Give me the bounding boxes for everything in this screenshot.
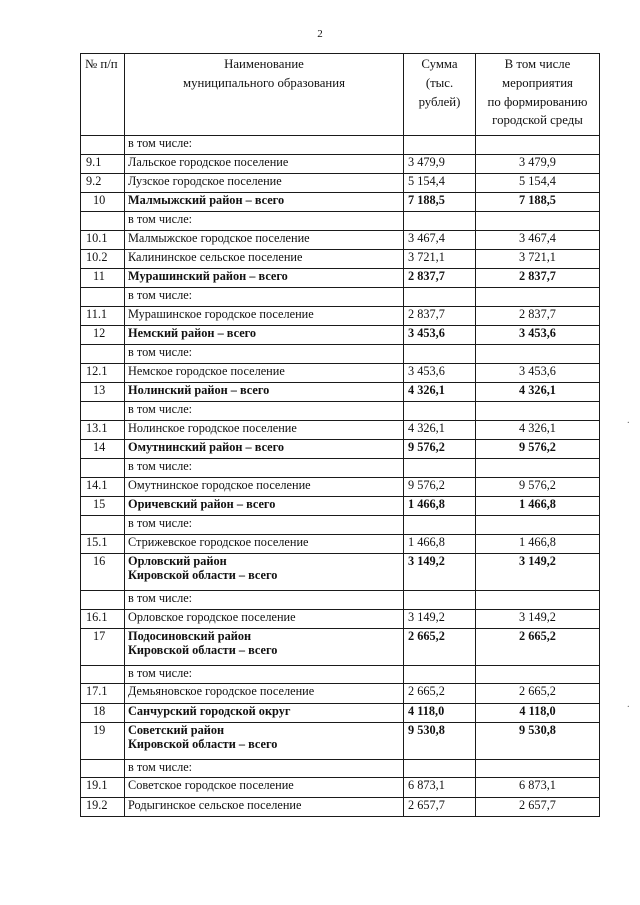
urban-environment-value: 3 453,6 bbox=[476, 363, 600, 382]
header-sum-line: (тыс. bbox=[425, 75, 454, 90]
including-row bbox=[81, 402, 600, 421]
sum-value: 3 149,2 bbox=[404, 553, 476, 590]
district-total-row bbox=[81, 703, 600, 722]
municipality-name-line: в том числе: bbox=[128, 665, 193, 680]
district-total-row bbox=[81, 497, 600, 516]
municipality-name bbox=[125, 459, 404, 478]
header-name-line: муниципального образования bbox=[182, 75, 346, 90]
municipality-name bbox=[125, 759, 404, 778]
municipality-name-line: Мурашинский район – всего bbox=[128, 269, 288, 284]
settlement-row bbox=[81, 306, 600, 325]
header-sum-line: рублей) bbox=[418, 94, 461, 109]
urban-environment-value: 6 873,1 bbox=[476, 778, 600, 797]
margin-dot: · bbox=[626, 418, 630, 429]
municipality-name bbox=[125, 516, 404, 535]
row-number bbox=[81, 759, 125, 778]
header-env-line: городской среды bbox=[492, 113, 583, 128]
header-env-line: по формированию bbox=[487, 94, 588, 109]
municipality-name-line: Омутнинское городское поселение bbox=[128, 477, 311, 492]
row-number: 11 bbox=[81, 269, 125, 288]
urban-environment-value: 2 837,7 bbox=[476, 269, 600, 288]
municipality-name bbox=[125, 192, 404, 211]
urban-environment-value bbox=[476, 345, 600, 364]
municipality-name bbox=[125, 553, 404, 590]
urban-environment-value bbox=[476, 665, 600, 684]
row-number: 16 bbox=[81, 553, 125, 590]
settlement-row bbox=[81, 154, 600, 173]
municipality-name-line: Советский район bbox=[128, 722, 225, 737]
urban-environment-value bbox=[476, 288, 600, 307]
row-number: 19.1 bbox=[81, 778, 125, 797]
municipality-name-line: в том числе: bbox=[128, 402, 193, 417]
municipality-name-line: Советское городское поселение bbox=[128, 778, 294, 793]
municipality-name-line: Орловское городское поселение bbox=[128, 609, 296, 624]
header-sum-line: Сумма bbox=[421, 57, 458, 71]
sum-value: 3 467,4 bbox=[404, 230, 476, 249]
sum-value: 4 118,0 bbox=[404, 703, 476, 722]
margin-dot: · bbox=[626, 702, 630, 713]
row-number bbox=[81, 402, 125, 421]
row-number: 18 bbox=[81, 703, 125, 722]
municipality-name bbox=[125, 703, 404, 722]
municipality-name bbox=[125, 797, 404, 816]
municipality-name-line: Кировской области – всего bbox=[128, 568, 278, 583]
urban-environment-value bbox=[476, 136, 600, 155]
row-number: 13.1 bbox=[81, 420, 125, 439]
including-row bbox=[81, 345, 600, 364]
settlement-row bbox=[81, 797, 600, 816]
municipality-name-line: Санчурский городской округ bbox=[128, 703, 291, 718]
row-number: 16.1 bbox=[81, 609, 125, 628]
row-number: 9.2 bbox=[81, 173, 125, 192]
municipality-name-line: в том числе: bbox=[128, 345, 193, 360]
urban-environment-value: 4 326,1 bbox=[476, 383, 600, 402]
district-total-row bbox=[81, 440, 600, 459]
sum-value: 3 721,1 bbox=[404, 249, 476, 268]
municipality-name bbox=[125, 306, 404, 325]
row-number: 10.1 bbox=[81, 230, 125, 249]
sum-value: 1 466,8 bbox=[404, 534, 476, 553]
sum-value bbox=[404, 590, 476, 609]
municipality-name bbox=[125, 665, 404, 684]
municipality-name-line: Демьяновское городское поселение bbox=[128, 684, 315, 699]
urban-environment-value bbox=[476, 212, 600, 231]
including-row bbox=[81, 459, 600, 478]
sum-value bbox=[404, 516, 476, 535]
sum-value: 4 326,1 bbox=[404, 383, 476, 402]
header-name bbox=[125, 54, 404, 136]
sum-value bbox=[404, 665, 476, 684]
municipality-name-line: Лальское городское поселение bbox=[128, 154, 289, 169]
urban-environment-value: 1 466,8 bbox=[476, 534, 600, 553]
sum-value: 2 837,7 bbox=[404, 269, 476, 288]
urban-environment-value: 3 467,4 bbox=[476, 230, 600, 249]
sum-value bbox=[404, 136, 476, 155]
municipality-name-line: Малмыжское городское поселение bbox=[128, 230, 310, 245]
municipality-name bbox=[125, 497, 404, 516]
sum-value: 3 453,6 bbox=[404, 363, 476, 382]
header-env-line: мероприятия bbox=[502, 75, 573, 90]
municipality-name bbox=[125, 402, 404, 421]
settlement-row bbox=[81, 420, 600, 439]
municipality-name bbox=[125, 249, 404, 268]
municipality-name-line: Калининское сельское поселение bbox=[128, 249, 303, 264]
urban-environment-value bbox=[476, 516, 600, 535]
municipality-name-line: Малмыжский район – всего bbox=[128, 192, 285, 207]
municipality-name-line: Мурашинское городское поселение bbox=[128, 306, 314, 321]
header-env-line: В том числе bbox=[504, 57, 571, 71]
row-number bbox=[81, 136, 125, 155]
municipality-name-line: Орловский район bbox=[128, 553, 227, 568]
urban-environment-value: 4 326,1 bbox=[476, 420, 600, 439]
municipality-name bbox=[125, 288, 404, 307]
sum-value bbox=[404, 459, 476, 478]
row-number: 9.1 bbox=[81, 154, 125, 173]
row-number: 11.1 bbox=[81, 306, 125, 325]
municipality-name bbox=[125, 778, 404, 797]
municipality-name bbox=[125, 345, 404, 364]
sum-value bbox=[404, 402, 476, 421]
including-row bbox=[81, 759, 600, 778]
municipality-name bbox=[125, 326, 404, 345]
municipality-name-line: Родыгинское сельское поселение bbox=[128, 797, 302, 812]
sum-value: 2 657,7 bbox=[404, 797, 476, 816]
municipality-name-line: Нолинское городское поселение bbox=[128, 420, 297, 435]
municipality-name-line: в том числе: bbox=[128, 516, 193, 531]
municipality-name-line: Лузское городское поселение bbox=[128, 173, 282, 188]
municipality-name-line: Кировской области – всего bbox=[128, 642, 278, 657]
municipality-name-line: Немский район – всего bbox=[128, 326, 257, 341]
urban-environment-value: 2 657,7 bbox=[476, 797, 600, 816]
urban-environment-value: 2 837,7 bbox=[476, 306, 600, 325]
municipality-name-line: Немское городское поселение bbox=[128, 363, 285, 378]
row-number: 17 bbox=[81, 628, 125, 665]
allocation-table bbox=[80, 53, 600, 817]
urban-environment-value: 3 453,6 bbox=[476, 326, 600, 345]
row-number bbox=[81, 288, 125, 307]
district-total-row bbox=[81, 722, 600, 759]
municipality-name bbox=[125, 440, 404, 459]
sum-value bbox=[404, 212, 476, 231]
urban-environment-value: 9 576,2 bbox=[476, 477, 600, 496]
district-total-row bbox=[81, 553, 600, 590]
settlement-row bbox=[81, 173, 600, 192]
urban-environment-value: 4 118,0 bbox=[476, 703, 600, 722]
sum-value: 4 326,1 bbox=[404, 420, 476, 439]
municipality-name-line: Оричевский район – всего bbox=[128, 497, 276, 511]
settlement-row bbox=[81, 684, 600, 703]
sum-value: 9 576,2 bbox=[404, 440, 476, 459]
settlement-row bbox=[81, 609, 600, 628]
settlement-row bbox=[81, 778, 600, 797]
district-total-row bbox=[81, 383, 600, 402]
sum-value: 9 530,8 bbox=[404, 722, 476, 759]
sum-value: 5 154,4 bbox=[404, 173, 476, 192]
district-total-row bbox=[81, 192, 600, 211]
municipality-name bbox=[125, 363, 404, 382]
urban-environment-value: 3 721,1 bbox=[476, 249, 600, 268]
municipality-name-line: в том числе: bbox=[128, 136, 193, 150]
sum-value: 3 479,9 bbox=[404, 154, 476, 173]
row-number: 12 bbox=[81, 326, 125, 345]
municipality-name bbox=[125, 477, 404, 496]
urban-environment-value: 3 149,2 bbox=[476, 553, 600, 590]
municipality-name bbox=[125, 420, 404, 439]
header-row bbox=[81, 54, 600, 136]
including-row bbox=[81, 136, 600, 155]
row-number bbox=[81, 590, 125, 609]
urban-environment-value: 3 149,2 bbox=[476, 609, 600, 628]
sum-value bbox=[404, 759, 476, 778]
including-row bbox=[81, 665, 600, 684]
sum-value: 2 837,7 bbox=[404, 306, 476, 325]
page-number: 2 bbox=[317, 28, 323, 40]
sum-value bbox=[404, 345, 476, 364]
sum-value: 9 576,2 bbox=[404, 477, 476, 496]
including-row bbox=[81, 516, 600, 535]
urban-environment-value bbox=[476, 759, 600, 778]
municipality-name bbox=[125, 212, 404, 231]
district-total-row bbox=[81, 326, 600, 345]
sum-value: 3 149,2 bbox=[404, 609, 476, 628]
municipality-name-line: Кировской области – всего bbox=[128, 736, 278, 751]
urban-environment-value: 9 576,2 bbox=[476, 440, 600, 459]
row-number: 13 bbox=[81, 383, 125, 402]
row-number bbox=[81, 665, 125, 684]
municipality-name-line: в том числе: bbox=[128, 459, 193, 474]
header-sum bbox=[404, 54, 476, 136]
row-number bbox=[81, 345, 125, 364]
urban-environment-value: 7 188,5 bbox=[476, 192, 600, 211]
urban-environment-value: 2 665,2 bbox=[476, 684, 600, 703]
row-number: 12.1 bbox=[81, 363, 125, 382]
district-total-row bbox=[81, 628, 600, 665]
municipality-name bbox=[125, 173, 404, 192]
row-number bbox=[81, 212, 125, 231]
row-number: 10.2 bbox=[81, 249, 125, 268]
row-number bbox=[81, 459, 125, 478]
municipality-name bbox=[125, 628, 404, 665]
settlement-row bbox=[81, 230, 600, 249]
urban-environment-value: 5 154,4 bbox=[476, 173, 600, 192]
settlement-row bbox=[81, 363, 600, 382]
municipality-name bbox=[125, 534, 404, 553]
urban-environment-value bbox=[476, 590, 600, 609]
row-number: 15 bbox=[81, 497, 125, 516]
including-row bbox=[81, 212, 600, 231]
sum-value bbox=[404, 288, 476, 307]
row-number: 19.2 bbox=[81, 797, 125, 816]
row-number: 14.1 bbox=[81, 477, 125, 496]
row-number: 17.1 bbox=[81, 684, 125, 703]
municipality-name-line: в том числе: bbox=[128, 590, 193, 605]
district-total-row bbox=[81, 269, 600, 288]
sum-value: 3 453,6 bbox=[404, 326, 476, 345]
sum-value: 2 665,2 bbox=[404, 684, 476, 703]
header-name-line: Наименование bbox=[224, 57, 304, 71]
sum-value: 6 873,1 bbox=[404, 778, 476, 797]
settlement-row bbox=[81, 249, 600, 268]
municipality-name bbox=[125, 609, 404, 628]
municipality-name bbox=[125, 230, 404, 249]
municipality-name bbox=[125, 269, 404, 288]
urban-environment-value: 2 665,2 bbox=[476, 628, 600, 665]
municipality-name-line: в том числе: bbox=[128, 759, 193, 774]
including-row bbox=[81, 590, 600, 609]
sum-value: 7 188,5 bbox=[404, 192, 476, 211]
municipality-name-line: Омутнинский район – всего bbox=[128, 440, 285, 455]
municipality-name bbox=[125, 383, 404, 402]
municipality-name-line: Подосиновский район bbox=[128, 628, 252, 643]
row-number: 10 bbox=[81, 192, 125, 211]
municipality-name-line: в том числе: bbox=[128, 212, 193, 227]
settlement-row bbox=[81, 534, 600, 553]
municipality-name-line: Стрижевское городское поселение bbox=[128, 534, 309, 549]
municipality-name bbox=[125, 136, 404, 155]
urban-environment-value: 1 466,8 bbox=[476, 497, 600, 516]
including-row bbox=[81, 288, 600, 307]
sum-value: 2 665,2 bbox=[404, 628, 476, 665]
municipality-name bbox=[125, 684, 404, 703]
municipality-name-line: в том числе: bbox=[128, 288, 193, 303]
municipality-name bbox=[125, 154, 404, 173]
row-number: 15.1 bbox=[81, 534, 125, 553]
row-number: 14 bbox=[81, 440, 125, 459]
header-number: № п/п bbox=[81, 54, 125, 136]
settlement-row bbox=[81, 477, 600, 496]
table-header bbox=[81, 54, 600, 136]
urban-environment-value bbox=[476, 459, 600, 478]
municipality-name-line: Нолинский район – всего bbox=[128, 383, 270, 398]
table-body bbox=[81, 136, 600, 817]
urban-environment-value: 3 479,9 bbox=[476, 154, 600, 173]
row-number: 19 bbox=[81, 722, 125, 759]
municipality-name bbox=[125, 590, 404, 609]
sum-value: 1 466,8 bbox=[404, 497, 476, 516]
row-number bbox=[81, 516, 125, 535]
urban-environment-value: 9 530,8 bbox=[476, 722, 600, 759]
municipality-name bbox=[125, 722, 404, 759]
header-environment bbox=[476, 54, 600, 136]
urban-environment-value bbox=[476, 402, 600, 421]
